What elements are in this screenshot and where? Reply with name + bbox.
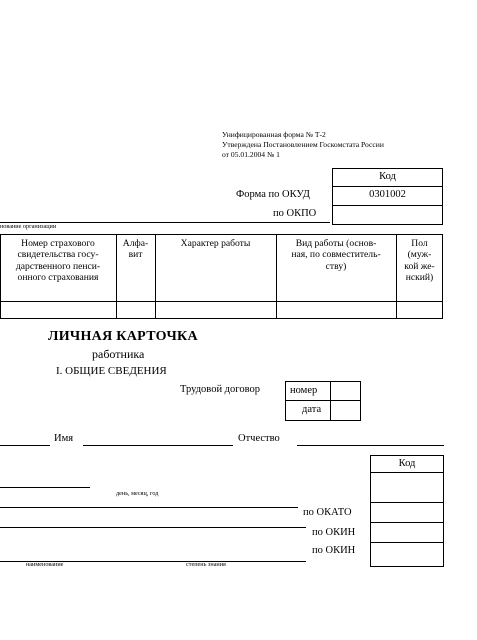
alphabet-cell[interactable] <box>117 302 154 318</box>
header-line: Алфа- <box>122 238 149 249</box>
header-line: (муж- <box>407 249 432 261</box>
table-header-alphabet <box>116 238 155 261</box>
header-line: свидетельства госу- <box>17 249 99 261</box>
birthdate-caption: день, месяц, год <box>116 490 159 497</box>
codes2-divider <box>370 472 444 473</box>
table-header-insurance-number <box>0 238 116 284</box>
header-line: Вид работы (основ- <box>295 238 377 249</box>
header-line: онного страхования <box>17 272 99 284</box>
contract-number-field[interactable] <box>331 382 360 399</box>
okin-value-1[interactable] <box>371 523 443 541</box>
surname-line[interactable] <box>0 445 50 446</box>
okin-label-1: по ОКИН <box>312 527 356 538</box>
okin-value-2[interactable] <box>371 543 443 566</box>
codes-kod-label: Код <box>379 171 396 182</box>
citizenship-line[interactable] <box>0 527 306 528</box>
form-title-line3: от 05.01.2004 № 1 <box>222 150 280 159</box>
name-label: Имя <box>54 433 74 444</box>
header-line: Характер работы <box>180 238 251 249</box>
codes2-kod-label: Код <box>398 458 416 469</box>
organization-caption: нование организации <box>0 223 57 230</box>
patronymic-label: Отчество <box>238 433 280 444</box>
okud-value[interactable]: 0301002 <box>369 189 406 200</box>
work-type-cell[interactable] <box>277 302 395 318</box>
patronymic-line[interactable] <box>297 445 444 446</box>
section-title: I. ОБЩИЕ СВЕДЕНИЯ <box>56 365 167 377</box>
table-header-work-type <box>276 238 396 272</box>
okin-label-2: по ОКИН <box>312 545 356 556</box>
header-line: нский) <box>405 272 434 284</box>
table-header-gender <box>396 238 443 284</box>
okud-label: Форма по ОКУД <box>236 189 310 200</box>
work-character-cell[interactable] <box>156 302 275 318</box>
contract-label: Трудовой договор <box>180 384 260 395</box>
birthplace-line[interactable] <box>0 507 298 508</box>
header-line: вит <box>128 249 143 261</box>
form-title-line2: Утверждена Постановлением Госкомстата России <box>222 140 384 149</box>
header-line: ству) <box>325 260 347 272</box>
language-degree-caption: степень знания <box>186 561 226 568</box>
okato-label: по ОКАТО <box>303 507 352 518</box>
header-line: дарственного пенси- <box>15 260 101 272</box>
okato-value[interactable] <box>371 503 443 521</box>
header-line: Пол <box>411 238 428 249</box>
insurance-number-cell[interactable] <box>1 302 115 318</box>
codes-divider <box>332 186 443 187</box>
header-line: ная, по совместитель- <box>291 249 381 261</box>
language-name-caption: наименование <box>26 561 64 568</box>
form-title-line1: Унифицированная форма № Т-2 <box>222 130 326 139</box>
name-line[interactable] <box>83 445 233 446</box>
codes-divider <box>332 205 443 206</box>
header-line: Номер страхового <box>21 238 95 249</box>
okpo-label: по ОКПО <box>273 208 317 219</box>
contract-date-field[interactable] <box>331 401 360 420</box>
gender-cell[interactable] <box>397 302 442 318</box>
contract-number-label: номер <box>290 385 318 396</box>
header-line: кой же- <box>404 260 435 272</box>
card-title: ЛИЧНАЯ КАРТОЧКА <box>48 329 198 344</box>
card-subtitle: работника <box>92 347 145 361</box>
table-header-work-character <box>155 238 276 249</box>
birthdate-line[interactable] <box>0 487 90 488</box>
contract-date-label: дата <box>302 404 322 415</box>
